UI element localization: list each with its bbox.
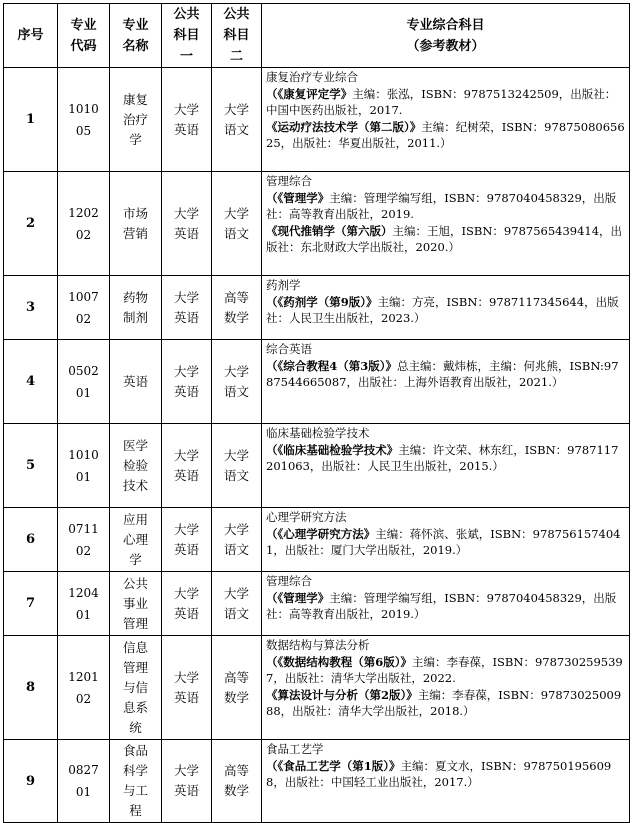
subject-title: 临床基础检验学技术 <box>266 426 370 440</box>
program-name: 康复 治疗 学 <box>110 68 162 172</box>
table-row <box>4 572 630 636</box>
subject-title: 数据结构与算法分析 <box>266 638 370 652</box>
table-row <box>4 740 630 823</box>
program-name: 食品 科学 与工 程 <box>110 740 162 823</box>
book-title: 《算法设计与分析（第2版）》 <box>266 687 418 702</box>
book-details: 主编：李春葆，ISBN：9787302500988，出版社：清华大学出版社，2018.） <box>266 687 622 718</box>
book-title: （《药剂学（第9版）》 <box>266 294 378 309</box>
header-row <box>4 4 630 68</box>
subject-cell <box>262 172 630 276</box>
subject-cell <box>262 740 630 823</box>
subject-cell <box>262 636 630 740</box>
program-name: 市场 营销 <box>110 172 162 276</box>
row-index: 3 <box>4 276 58 340</box>
public-subject-1: 大学 英语 <box>162 68 212 172</box>
program-name: 应用 心理 学 <box>110 508 162 572</box>
subject-title: 管理综合 <box>266 574 312 588</box>
subject-title: 综合英语 <box>266 342 312 356</box>
public-subject-2: 高等 数学 <box>212 276 262 340</box>
public-subject-1: 大学 英语 <box>162 424 212 508</box>
program-name: 信息 管理 与信 息系 统 <box>110 636 162 740</box>
book-details: 主编：夏文水，ISBN：9787501956098，出版社：中国轻工业出版社，2017.） <box>266 758 612 789</box>
row-index: 4 <box>4 340 58 424</box>
header-subject-note: （参考教材） <box>406 38 485 54</box>
program-name: 医学 检验 技术 <box>110 424 162 508</box>
reference-book <box>266 294 625 327</box>
book-details: 主编：管理学编写组，ISBN：9787040458329，出版社：高等教育出版社，2019. <box>266 190 617 221</box>
book-title: 《现代推销学（第六版） <box>266 223 393 238</box>
header-index: 序号 <box>4 4 58 68</box>
reference-book <box>266 526 625 559</box>
book-title: （《康复评定学》 <box>266 86 353 101</box>
header-public-subject-2: 公共 科目 二 <box>212 4 262 68</box>
book-details: 主编：张泓，ISBN：9787513242509，出版社：中国中医药出版社，2017. <box>266 86 617 117</box>
table-row <box>4 636 630 740</box>
book-details: 主编：纪树荣，ISBN：9787508065625，出版社：华夏出版社，2011.） <box>266 119 625 150</box>
public-subject-1: 大学 英语 <box>162 572 212 636</box>
program-code: 1007 02 <box>58 276 110 340</box>
book-title: （《食品工艺学（第1版）》 <box>266 758 401 773</box>
program-code: 1010 05 <box>58 68 110 172</box>
public-subject-2: 大学 语文 <box>212 340 262 424</box>
public-subject-1: 大学 英语 <box>162 636 212 740</box>
table-row <box>4 276 630 340</box>
book-title: （《临床基础检验学技术》 <box>266 442 399 457</box>
book-details: 主编：王旭，ISBN：9787565439414，出版社：东北财政大学出版社，2020.） <box>266 223 623 254</box>
reference-book <box>266 758 625 791</box>
book-details: 总主编：戴炜栋，主编：何兆熊，ISBN:9787544665087，出版社：上海外语教育出版社，2021.） <box>266 358 619 389</box>
public-subject-1: 大学 英语 <box>162 508 212 572</box>
program-name: 公共 事业 管理 <box>110 572 162 636</box>
table-row <box>4 508 630 572</box>
book-title: （《管理学》 <box>266 590 330 605</box>
public-subject-2: 大学 语文 <box>212 172 262 276</box>
reference-book <box>266 590 625 623</box>
program-code: 0502 01 <box>58 340 110 424</box>
public-subject-2: 大学 语文 <box>212 508 262 572</box>
program-name: 英语 <box>110 340 162 424</box>
table-row <box>4 340 630 424</box>
program-name: 药物 制剂 <box>110 276 162 340</box>
row-index: 8 <box>4 636 58 740</box>
program-code: 1204 01 <box>58 572 110 636</box>
header-public-subject-1: 公共 科目 一 <box>162 4 212 68</box>
row-index: 1 <box>4 68 58 172</box>
header-subject-title: 专业综合科目 <box>406 17 485 33</box>
table-row <box>4 424 630 508</box>
header-name: 专业 名称 <box>110 4 162 68</box>
book-title: （《管理学》 <box>266 190 330 205</box>
public-subject-2: 高等 数学 <box>212 740 262 823</box>
public-subject-1: 大学 英语 <box>162 340 212 424</box>
subject-cell <box>262 276 630 340</box>
book-details: 主编：管理学编写组，ISBN：9787040458329，出版社：高等教育出版社，2019.） <box>266 590 617 621</box>
subject-title: 管理综合 <box>266 174 312 188</box>
program-code: 1202 02 <box>58 172 110 276</box>
program-code: 0827 01 <box>58 740 110 823</box>
book-details: 主编：蒋怀滨、张斌，ISBN：9787561574041，出版社：厦门大学出版社，2019.） <box>266 526 621 557</box>
table-row <box>4 172 630 276</box>
row-index: 6 <box>4 508 58 572</box>
table-row <box>4 68 630 172</box>
subject-title: 心理学研究方法 <box>266 510 347 524</box>
public-subject-2: 大学 语文 <box>212 424 262 508</box>
subject-title: 药剂学 <box>266 278 301 292</box>
public-subject-1: 大学 英语 <box>162 276 212 340</box>
header-code: 专业 代码 <box>58 4 110 68</box>
subject-cell <box>262 508 630 572</box>
book-title: （《综合教程4（第3版）》 <box>266 358 398 373</box>
header-subject <box>262 4 630 68</box>
row-index: 2 <box>4 172 58 276</box>
public-subject-2: 高等 数学 <box>212 636 262 740</box>
book-details: 主编：方亮，ISBN：9787117345644，出版社：人民卫生出版社，2023.） <box>266 294 619 325</box>
subject-cell <box>262 572 630 636</box>
subject-cell <box>262 424 630 508</box>
reference-book <box>266 223 625 256</box>
book-title: （《数据结构教程（第6版）》 <box>266 654 413 669</box>
book-title: （《心理学研究方法》 <box>266 526 376 541</box>
program-code: 1201 02 <box>58 636 110 740</box>
public-subject-2: 大学 语文 <box>212 572 262 636</box>
book-title: 《运动疗法技术学（第二版）》 <box>266 119 422 134</box>
program-table <box>3 3 630 823</box>
reference-book <box>266 358 625 391</box>
public-subject-2: 大学 语文 <box>212 68 262 172</box>
row-index: 9 <box>4 740 58 823</box>
subject-title: 康复治疗专业综合 <box>266 70 358 84</box>
book-details: 主编：李春葆，ISBN：9787302595397，出版社：清华大学出版社，2022. <box>266 654 623 685</box>
program-code: 0711 02 <box>58 508 110 572</box>
reference-book <box>266 119 625 152</box>
subject-title: 食品工艺学 <box>266 742 324 756</box>
row-index: 5 <box>4 424 58 508</box>
reference-book <box>266 190 625 223</box>
book-details: 主编：许文荣、林东红，ISBN：9787117201063，出版社：人民卫生出版社，2015.） <box>266 442 619 473</box>
reference-book <box>266 654 625 687</box>
public-subject-1: 大学 英语 <box>162 740 212 823</box>
subject-cell <box>262 340 630 424</box>
program-code: 1010 01 <box>58 424 110 508</box>
reference-book <box>266 687 625 720</box>
row-index: 7 <box>4 572 58 636</box>
subject-cell <box>262 68 630 172</box>
reference-book <box>266 86 625 119</box>
public-subject-1: 大学 英语 <box>162 172 212 276</box>
reference-book <box>266 442 625 475</box>
